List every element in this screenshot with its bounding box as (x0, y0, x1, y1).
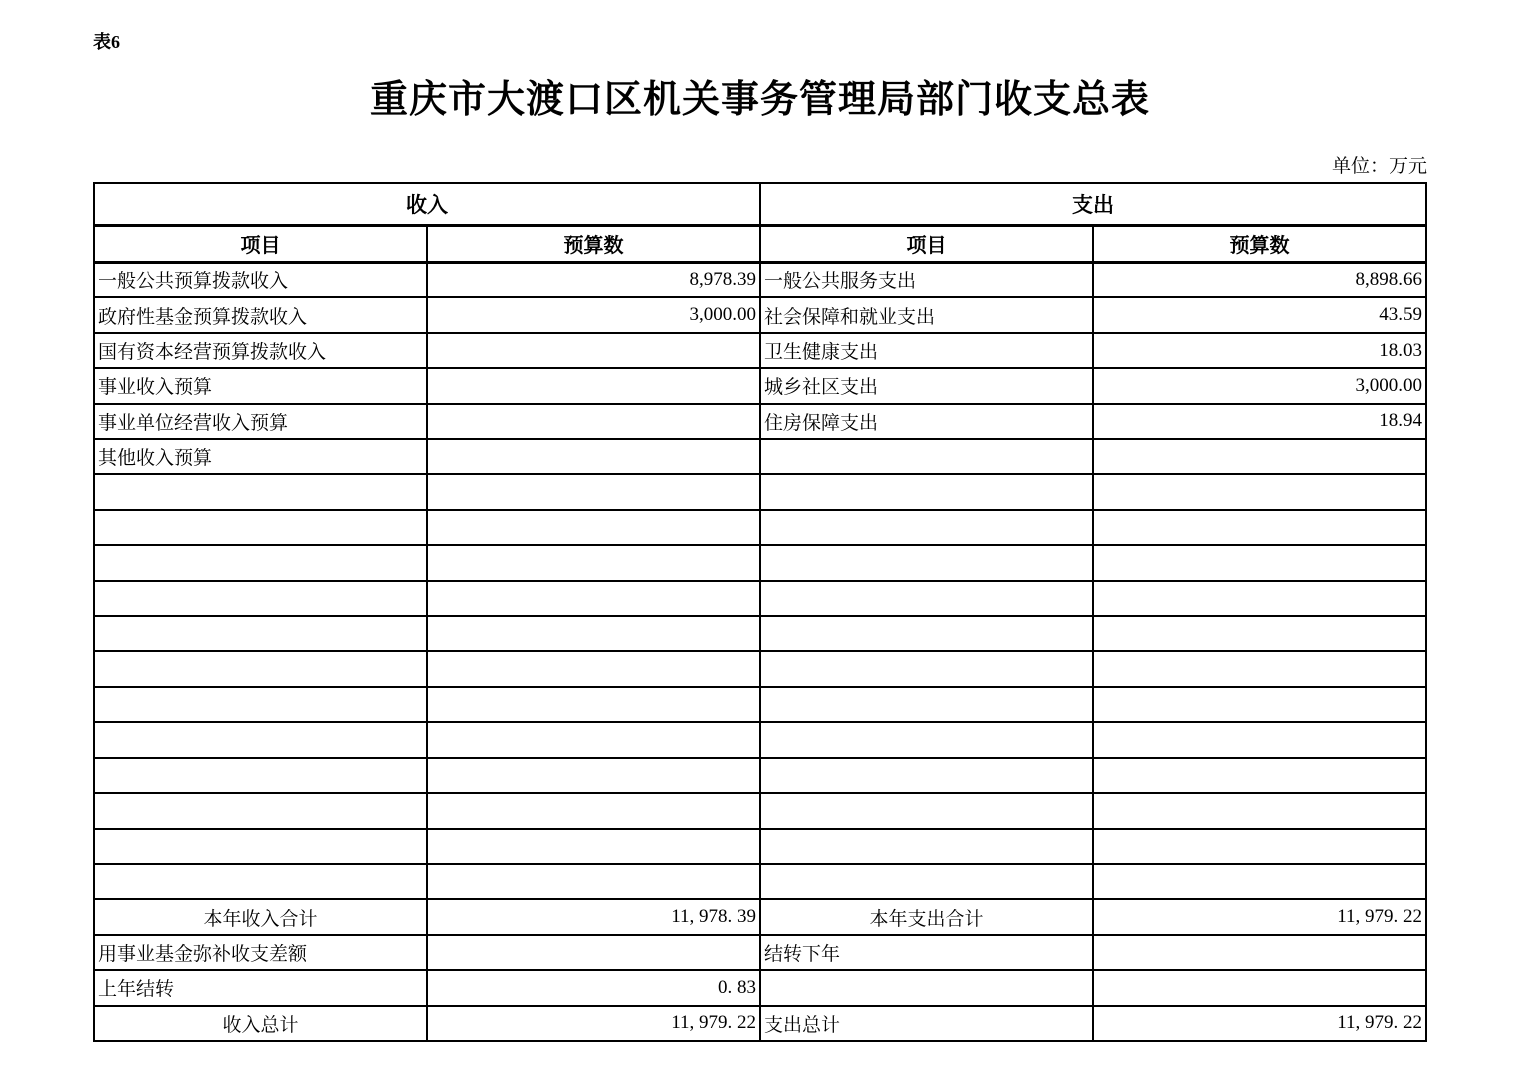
income-budget-cell (427, 404, 760, 439)
income-budget-cell (427, 722, 760, 757)
table-row (94, 829, 1426, 864)
expense-budget-cell: 3,000.00 (1093, 368, 1426, 403)
income-item-cell (94, 510, 427, 545)
expense-item-cell (760, 616, 1093, 651)
income-budget-cell (427, 829, 760, 864)
expense-item-cell: 一般公共服务支出 (760, 262, 1093, 297)
page-title: 重庆市大渡口区机关事务管理局部门收支总表 (369, 79, 1150, 121)
income-item-cell: 事业收入预算 (94, 368, 427, 403)
expense-budget-cell (1093, 616, 1426, 651)
expense-item-cell: 城乡社区支出 (760, 368, 1093, 403)
table-row (94, 510, 1426, 545)
table-row (94, 687, 1426, 722)
income-total-row (94, 899, 1426, 934)
income-item-cell (94, 474, 427, 509)
income-budget-cell: 8,978.39 (427, 262, 760, 297)
income-item-cell (94, 758, 427, 793)
table-row (94, 970, 1426, 1005)
income-budget-cell (427, 439, 760, 474)
expense-total-label-cell: 本年支出合计 (760, 899, 1093, 934)
expense-item-cell (760, 864, 1093, 899)
expense-item-cell (760, 758, 1093, 793)
income-budget-cell (427, 651, 760, 686)
table-row (94, 864, 1426, 899)
income-item-cell: 政府性基金预算拨款收入 (94, 297, 427, 332)
expense-budget-cell: 8,898.66 (1093, 262, 1426, 297)
expense-total-value-cell: 11, 979. 22 (1093, 899, 1426, 934)
grand-total-row (94, 1006, 1426, 1041)
income-item-column-header: 项目 (94, 225, 427, 262)
expense-item-cell: 住房保障支出 (760, 404, 1093, 439)
expense-item-cell (760, 793, 1093, 828)
expense-budget-cell (1093, 758, 1426, 793)
income-budget-cell (427, 474, 760, 509)
expense-item-cell: 卫生健康支出 (760, 333, 1093, 368)
income-budget-cell (427, 333, 760, 368)
income-section-header: 收入 (94, 183, 760, 225)
expense-item-cell (760, 581, 1093, 616)
income-item-cell (94, 829, 427, 864)
expense-item-cell: 社会保障和就业支出 (760, 297, 1093, 332)
section-header-row (94, 183, 1426, 225)
expense-budget-cell (1093, 545, 1426, 580)
expense-item-cell: 结转下年 (760, 935, 1093, 970)
income-item-cell (94, 581, 427, 616)
income-budget-cell (427, 545, 760, 580)
income-budget-cell (427, 510, 760, 545)
table-row (94, 439, 1426, 474)
income-item-cell: 上年结转 (94, 970, 427, 1005)
expense-item-cell (760, 510, 1093, 545)
table-row (94, 333, 1426, 368)
income-total-label-cell: 本年收入合计 (94, 899, 427, 934)
budget-summary-table (93, 182, 1427, 1042)
table-row (94, 474, 1426, 509)
table-row (94, 793, 1426, 828)
income-item-cell (94, 864, 427, 899)
expense-budget-cell (1093, 793, 1426, 828)
expense-budget-cell (1093, 935, 1426, 970)
table-row (94, 935, 1426, 970)
expense-item-cell (760, 474, 1093, 509)
expense-budget-cell (1093, 510, 1426, 545)
table-row (94, 651, 1426, 686)
table-row (94, 404, 1426, 439)
income-budget-cell (427, 368, 760, 403)
column-header-row (94, 225, 1426, 262)
expense-budget-cell (1093, 970, 1426, 1005)
expense-budget-cell (1093, 864, 1426, 899)
table-row (94, 581, 1426, 616)
income-item-cell: 一般公共预算拨款收入 (94, 262, 427, 297)
income-budget-cell: 0. 83 (427, 970, 760, 1005)
expense-grand-total-value-cell: 11, 979. 22 (1093, 1006, 1426, 1041)
income-budget-cell (427, 793, 760, 828)
income-budget-cell (427, 864, 760, 899)
expense-item-column-header: 项目 (760, 225, 1093, 262)
expense-budget-cell: 18.94 (1093, 404, 1426, 439)
table-row (94, 758, 1426, 793)
income-item-cell (94, 545, 427, 580)
income-item-cell: 其他收入预算 (94, 439, 427, 474)
expense-budget-cell (1093, 722, 1426, 757)
income-grand-total-label-cell: 收入总计 (94, 1006, 427, 1041)
expense-budget-cell (1093, 474, 1426, 509)
income-item-cell (94, 616, 427, 651)
income-budget-cell (427, 935, 760, 970)
expense-budget-cell: 43.59 (1093, 297, 1426, 332)
table-row (94, 616, 1426, 651)
expense-budget-cell (1093, 651, 1426, 686)
table-row (94, 545, 1426, 580)
income-budget-cell: 3,000.00 (427, 297, 760, 332)
income-budget-column-header: 预算数 (427, 225, 760, 262)
income-budget-cell (427, 581, 760, 616)
table-row (94, 262, 1426, 297)
income-item-cell (94, 687, 427, 722)
expense-item-cell (760, 651, 1093, 686)
income-budget-cell (427, 758, 760, 793)
table-row (94, 722, 1426, 757)
expense-item-cell (760, 970, 1093, 1005)
table-row (94, 297, 1426, 332)
expense-budget-cell: 18.03 (1093, 333, 1426, 368)
expense-item-cell (760, 439, 1093, 474)
income-item-cell: 国有资本经营预算拨款收入 (94, 333, 427, 368)
expense-budget-cell (1093, 687, 1426, 722)
table-number-label: 表6 (93, 32, 120, 52)
expense-item-cell (760, 687, 1093, 722)
expense-budget-cell (1093, 439, 1426, 474)
income-budget-cell (427, 616, 760, 651)
income-grand-total-value-cell: 11, 979. 22 (427, 1006, 760, 1041)
expense-item-cell (760, 545, 1093, 580)
expense-section-header: 支出 (760, 183, 1426, 225)
unit-note: 单位：万元 (1331, 156, 1427, 177)
table-row (94, 368, 1426, 403)
income-total-value-cell: 11, 978. 39 (427, 899, 760, 934)
expense-grand-total-label-cell: 支出总计 (760, 1006, 1093, 1041)
income-item-cell: 事业单位经营收入预算 (94, 404, 427, 439)
expense-item-cell (760, 722, 1093, 757)
income-item-cell (94, 793, 427, 828)
expense-budget-cell (1093, 581, 1426, 616)
expense-budget-cell (1093, 829, 1426, 864)
income-item-cell (94, 651, 427, 686)
income-item-cell: 用事业基金弥补收支差额 (94, 935, 427, 970)
income-budget-cell (427, 687, 760, 722)
expense-item-cell (760, 829, 1093, 864)
expense-budget-column-header: 预算数 (1093, 225, 1426, 262)
income-item-cell (94, 722, 427, 757)
